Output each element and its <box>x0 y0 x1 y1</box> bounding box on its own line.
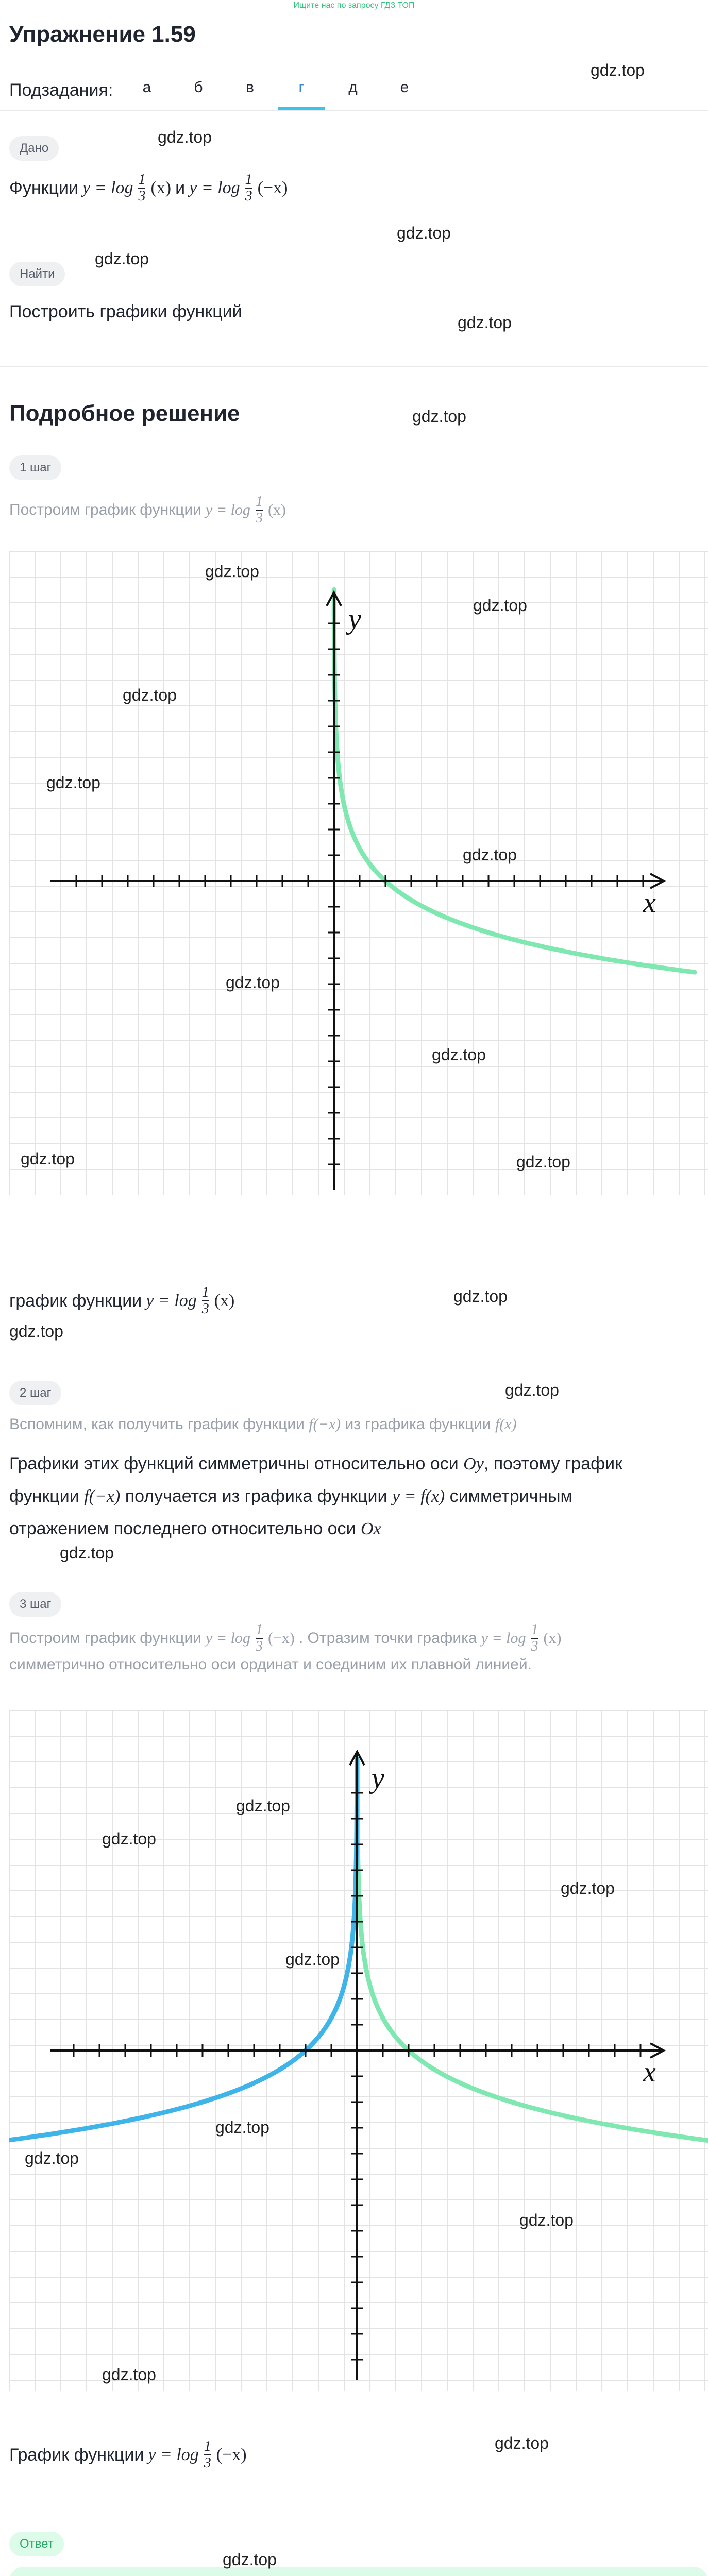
step1-caption-formula: y = log <box>146 1291 197 1310</box>
step1-base-den: 3 <box>255 510 263 526</box>
answer-badge: Ответ <box>9 2532 64 2556</box>
given-prefix: Функции <box>9 178 78 198</box>
step3-badge: 3 шаг <box>9 1592 61 1617</box>
watermark: gdz.top <box>397 224 451 242</box>
watermark: gdz.top <box>215 2118 269 2137</box>
step1-text <box>9 489 286 531</box>
subtask-tab-5[interactable]: д <box>348 79 358 96</box>
x-axis-label: x <box>643 887 656 919</box>
step3-text-b: . Отразим точки графика <box>298 1630 477 1647</box>
watermark: gdz.top <box>495 2434 549 2452</box>
step3-caption <box>9 2432 247 2478</box>
step2-p1-axis: Oy <box>463 1454 484 1473</box>
subtask-tabs <box>124 72 443 113</box>
watermark: gdz.top <box>226 973 280 992</box>
watermark: gdz.top <box>412 407 466 426</box>
watermark: gdz.top <box>285 1950 340 1969</box>
given-conj: и <box>175 178 186 198</box>
chart-log-x <box>9 551 708 1195</box>
answer-card <box>9 2567 708 2576</box>
chart-svg <box>9 1710 708 2391</box>
subtask-tab-6[interactable]: е <box>400 79 409 96</box>
watermark: gdz.top <box>60 1544 114 1562</box>
step2-p1-b: , поэтому график <box>483 1454 622 1473</box>
watermark: gdz.top <box>223 2550 277 2569</box>
y-axis-label: y <box>372 1762 384 1794</box>
given-base1-den: 3 <box>138 188 146 204</box>
watermark: gdz.top <box>516 1153 570 1171</box>
step1-intro: Построим график функции <box>9 501 202 518</box>
step2-intro <box>9 1416 517 1433</box>
step1-formula: y = log <box>206 501 250 518</box>
x-axis-label: x <box>643 2056 656 2088</box>
watermark: gdz.top <box>561 1879 615 1897</box>
watermark: gdz.top <box>463 845 517 864</box>
step2-intro-f1: f(−x) <box>309 1416 341 1433</box>
step2-badge: 2 шаг <box>9 1381 61 1405</box>
step3-base2-den: 3 <box>531 1638 538 1654</box>
subtask-tab-3[interactable]: в <box>246 79 254 96</box>
watermark: gdz.top <box>25 2149 79 2167</box>
given-statement <box>9 165 288 211</box>
given-f2: y = log <box>189 178 240 197</box>
step3-base-num: 1 <box>255 1622 263 1638</box>
step3-base2-num: 1 <box>531 1622 538 1638</box>
page-title: Упражнение 1.59 <box>9 22 196 47</box>
step2-p2-b: получается из графика функции <box>125 1486 387 1506</box>
step2-p3-axis: Ox <box>360 1519 381 1538</box>
watermark: gdz.top <box>158 128 212 146</box>
divider <box>0 110 708 111</box>
step3-caption-arg: (−x) <box>216 2445 247 2464</box>
step3-caption-base-den: 3 <box>204 2455 211 2471</box>
given-base2-num: 1 <box>245 172 252 188</box>
step1-caption <box>9 1278 234 1324</box>
step3-formula2: y = log <box>481 1630 526 1647</box>
find-text: Построить графики функций <box>9 302 242 321</box>
watermark: gdz.top <box>102 1829 156 1848</box>
watermark: gdz.top <box>519 2211 574 2229</box>
step2-p2-a: функции <box>9 1486 79 1506</box>
watermark: gdz.top <box>236 1797 290 1815</box>
watermark: gdz.top <box>21 1149 75 1168</box>
step2-p2-f: f(−x) <box>84 1487 121 1506</box>
given-base1-num: 1 <box>138 172 146 188</box>
step1-base-num: 1 <box>255 494 263 510</box>
step3-text-a: Построим график функции <box>9 1630 202 1647</box>
subtask-tab-1[interactable]: а <box>142 79 151 96</box>
step3-caption-base-num: 1 <box>204 2438 211 2454</box>
given-arg1: (x) <box>150 178 172 197</box>
step3-base-den: 3 <box>255 1638 263 1654</box>
chart-log-minus-x <box>9 1710 708 2391</box>
given-base2-den: 3 <box>245 188 252 204</box>
step2-intro-f2: f(x) <box>495 1416 517 1433</box>
watermark: gdz.top <box>9 1322 63 1341</box>
step1-badge: 1 шаг <box>9 455 61 480</box>
watermark: gdz.top <box>453 1287 508 1306</box>
watermark: gdz.top <box>473 596 527 615</box>
series-curve-1 <box>334 589 695 972</box>
step2-p1: Графики этих функций симметричны относительно оси <box>9 1454 459 1473</box>
step1-caption-base-num: 1 <box>201 1284 209 1300</box>
watermark: gdz.top <box>123 686 177 704</box>
find-badge: Найти <box>9 262 65 286</box>
subtask-tab-4[interactable]: г <box>278 72 325 110</box>
watermark: gdz.top <box>205 562 259 581</box>
step2-p3: отражением последнего относительно оси <box>9 1519 356 1538</box>
step2-intro-b: из графика функции <box>345 1416 491 1433</box>
step3-text-c: симметрично относительно оси ординат и соединим их плавной линией. <box>9 1656 532 1673</box>
watermark: gdz.top <box>102 2365 156 2384</box>
watermark: gdz.top <box>95 249 149 268</box>
step1-caption-prefix: график функции <box>9 1291 142 1311</box>
subtask-tab-2[interactable]: б <box>194 79 203 96</box>
chart-svg <box>9 551 708 1195</box>
watermark: gdz.top <box>432 1045 486 1064</box>
step1-caption-arg: (x) <box>214 1291 235 1310</box>
step3-arg: (−x) <box>267 1630 295 1647</box>
step2-paragraph <box>9 1448 700 1545</box>
step2-p2-c: симметричным <box>449 1486 572 1506</box>
watermark: gdz.top <box>458 313 512 332</box>
given-f1: y = log <box>82 178 133 197</box>
step3-caption-formula: y = log <box>148 2445 199 2464</box>
divider <box>0 366 708 367</box>
step3-text <box>9 1618 700 1673</box>
top-banner[interactable]: Ищите нас по запросу ГДЗ ТОП <box>293 1 415 10</box>
step1-caption-base-den: 3 <box>201 1301 209 1317</box>
solution-title: Подробное решение <box>9 401 240 426</box>
given-arg2: (−x) <box>257 178 288 197</box>
given-badge: Дано <box>9 136 59 161</box>
step3-arg2: (x) <box>543 1630 562 1647</box>
watermark: gdz.top <box>505 1381 559 1399</box>
step3-formula: y = log <box>206 1630 250 1647</box>
watermark: gdz.top <box>591 61 645 79</box>
step2-intro-a: Вспомним, как получить график функции <box>9 1416 305 1433</box>
step1-arg: (x) <box>267 501 286 518</box>
step3-caption-prefix: График функции <box>9 2445 144 2465</box>
y-axis-label: y <box>348 603 361 635</box>
watermark: gdz.top <box>46 773 100 792</box>
step2-p2-f2: y = f(x) <box>392 1487 445 1506</box>
subtasks-label: Подзадания: <box>9 80 113 100</box>
